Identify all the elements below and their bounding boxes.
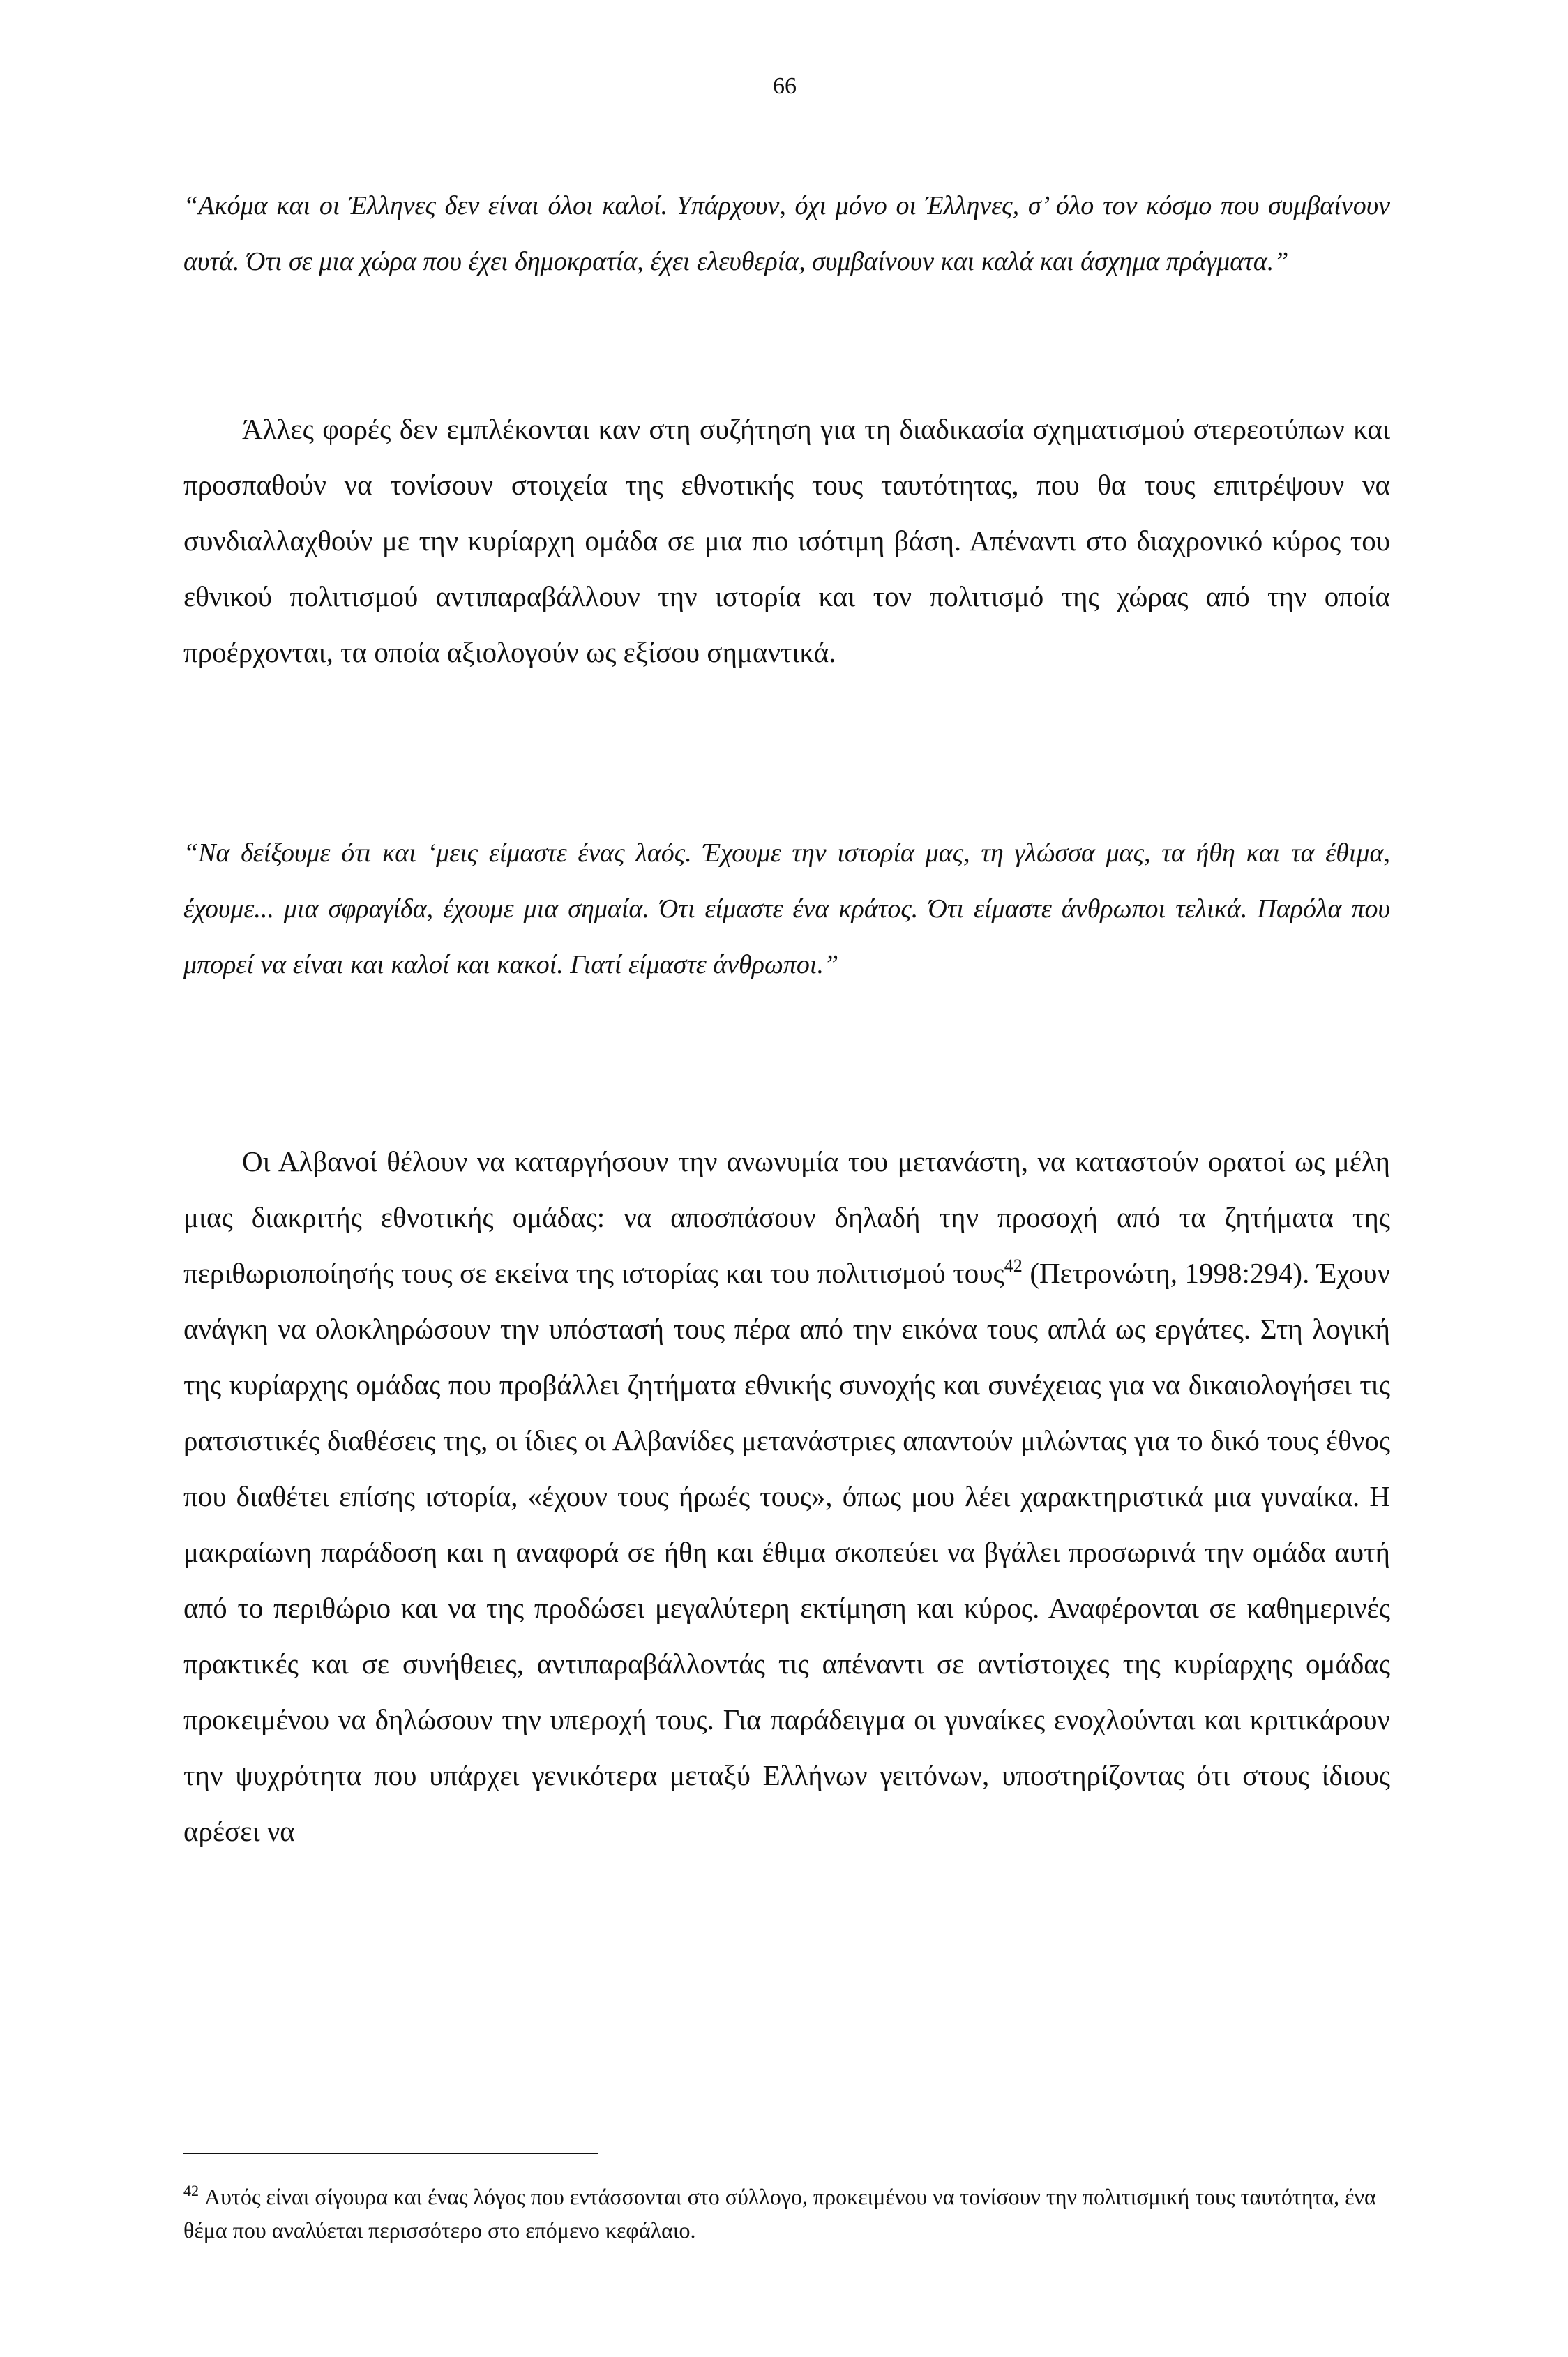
paragraph-2-text-before-ref: Οι Αλβανοί θέλουν να καταργήσουν την ανωνυμία του μετανάστη, να καταστούν ορατοί ως μέλη μιας διακριτής εθνοτικής ομάδας: να αποσπάσουν δηλαδή την προσοχή από τα ζητήματα της περιθωριοποίησής τους σε εκείνα της ιστορίας και του πολιτισμού τους [183,1145,1390,1289]
footnote [183,2180,1390,2247]
footnote-number: 42 [183,2182,199,2199]
interview-quote-2: “Να δείξουμε ότι και ‘μεις είμαστε ένας λαός. Έχουμε την ιστορία μας, τη γλώσσα μας, τα ήθη και τα έθιμα, έχουμε... μια σφραγίδα, έχουμε μια σημαία. Ότι είμαστε ένα κράτος. Ότι είμαστε άνθρωποι τελικά. Παρόλα που μπορεί να είναι και καλοί και κακοί. Γιατί είμαστε άνθρωποι.” [183,838,1390,979]
page-number: 66 [773,73,797,99]
footnote-text: Αυτός είναι σίγουρα και ένας λόγος που εντάσσονται στο σύλλογο, προκειμένου να τονίσουν την πολιτισμική τους ταυτότητα, ένα θέμα που αναλύεται περισσότερο στο επόμενο κεφάλαιο. [183,2184,1376,2243]
paragraph-2-text-after-ref: (Πετρονώτη, 1998:294). Έχουν ανάγκη να ολοκληρώσουν την υπόστασή τους πέρα από την εικόνα τους απλά ως εργάτες. Στη λογική της κυρίαρχης ομάδας που προβάλλει ζητήματα εθνικής συνοχής και συνέχειας για να δικαιολογήσει τις ρατσιστικές διαθέσεις της, οι ίδιες οι Αλβανίδες μετανάστριες απαντούν μιλώντας για το δικό τους έθνος που διαθέτει επίσης ιστορία, «έχουν τους ήρωές τους», όπως μου λέει χαρακτηριστικά μια γυναίκα. Η μακραίωνη παράδοση και η αναφορά σε ήθη και έθιμα σκοπεύει να βγάλει προσωρινά την ομάδα αυτή από το περιθώριο και να της προδώσει μεγαλύτερη εκτίμηση και κύρος. Αναφέρονται σε καθημερινές πρακτικές και σε συνήθειες, αντιπαραβάλλοντάς τις απέναντι σε αντίστοιχες της κυρίαρχης ομάδας προκειμένου να δηλώσουν την υπεροχή τους. Για παράδειγμα οι γυναίκες ενοχλούνται και κριτικάρουν την ψυχρότητα που υπάρχει γενικότερα μεταξύ Ελλήνων γειτόνων, υποστηρίζοντας ότι στους ίδιους αρέσει να [183,1257,1390,1847]
footnote-reference[interactable]: 42 [1004,1256,1023,1276]
body-paragraph-2 [183,1134,1390,1859]
footnote-separator [183,2153,598,2154]
body-paragraph-1: Άλλες φορές δεν εμπλέκονται καν στη συζήτηση για τη διαδικασία σχηματισμού στερεοτύπων και προσπαθούν να τονίσουν στοιχεία της εθνοτικής τους ταυτότητας, που θα τους επιτρέψουν να συνδιαλλαχθούν με την κυρίαρχη ομάδα σε μια πιο ισότιμη βάση. Απέναντι στο διαχρονικό κύρος του εθνικού πολιτισμού αντιπαραβάλλουν την ιστορία και τον πολιτισμό της χώρας από την οποία προέρχονται, τα οποία αξιολογούν ως εξίσου σημαντικά. [183,413,1390,668]
interview-quote-1: “Ακόμα και οι Έλληνες δεν είναι όλοι καλοί. Υπάρχουν, όχι μόνο οι Έλληνες, σ’ όλο τον κόσμο που συμβαίνουν αυτά. Ότι σε μια χώρα που έχει δημοκρατία, έχει ελευθερία, συμβαίνουν και καλά και άσχημα πράγματα.” [183,191,1390,276]
